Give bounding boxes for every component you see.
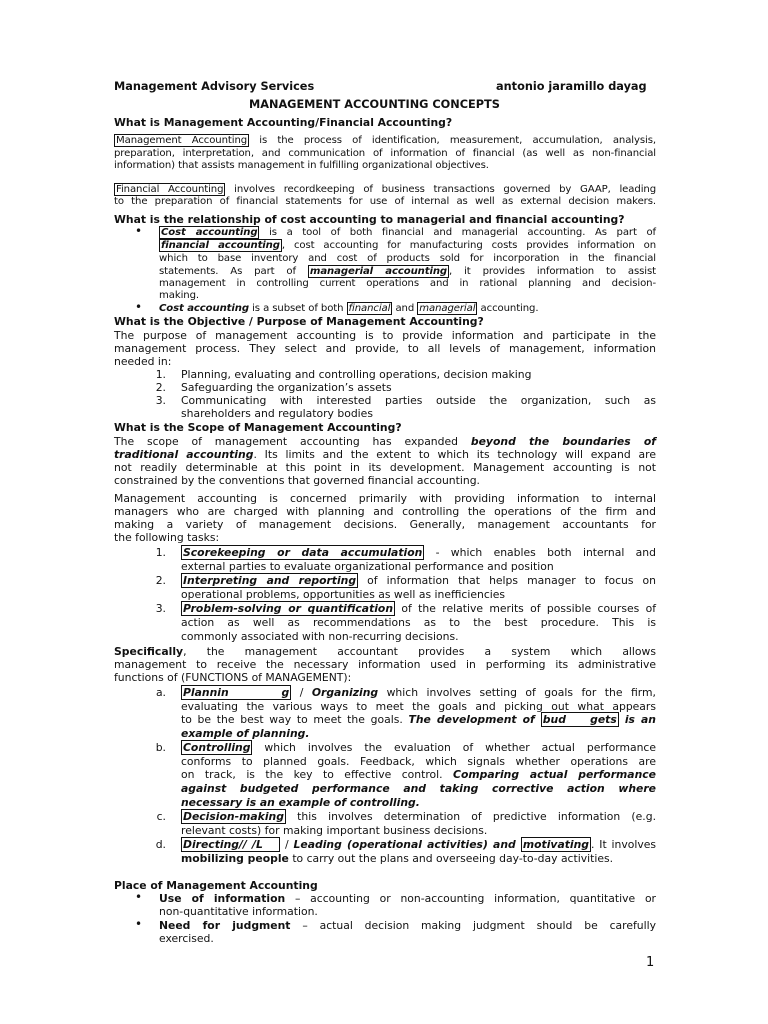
header-course-title: Management Advisory Services	[114, 80, 315, 93]
list-item: Communicating with interested parties outside the organization, such as	[181, 394, 656, 407]
list-number: 2.	[155, 574, 166, 587]
term-directing: Directing// /L	[183, 838, 279, 851]
paragraph-line: Need for judgment – actual decision making judgment should be carefully	[159, 919, 657, 932]
paragraph-line: The purpose of management accounting is to provide information and participate in the	[114, 329, 656, 342]
term-financial-accounting: Financial Accounting	[116, 184, 224, 195]
paragraph-line: functions of (FUNCTIONS of MANAGEMENT):	[114, 671, 352, 684]
task-item: action as well as recommendations as to the best procedure. This is	[181, 616, 656, 629]
term-interpreting-reporting: Interpreting and reporting	[183, 574, 357, 587]
definition-line: Financial Accounting involves recordkeeping of business transactions governed by GAAP, leading	[116, 184, 656, 195]
page-number: 1	[646, 955, 655, 970]
bullet: •	[135, 300, 143, 314]
paragraph-line: making.	[159, 290, 199, 301]
term-scorekeeping: Scorekeeping or data accumulation	[183, 546, 423, 559]
term-planning: Plannin g	[183, 686, 290, 699]
term-managerial-accounting: managerial accounting	[309, 266, 448, 277]
definition-line: Management Accounting is the process of identification, measurement, accumulation, analysis,	[116, 135, 656, 146]
paragraph-line: not readily determinable at this point in its development. Management accounting is not	[114, 461, 656, 474]
term-motivating: motivating	[522, 838, 590, 851]
function-item: Controlling which involves the evaluation of whether actual performance	[183, 741, 656, 754]
function-item: mobilizing people to carry out the plans and overseeing day-to-day activities.	[181, 852, 614, 865]
task-item: external parties to evaluate organizational performance and position	[181, 560, 554, 573]
list-item: Planning, evaluating and controlling operations, decision making	[181, 368, 532, 381]
paragraph-line: Use of information – accounting or non-accounting information, quantitative or	[159, 892, 656, 905]
question-heading: What is the Objective / Purpose of Management Accounting?	[114, 315, 484, 328]
list-number: 3.	[155, 394, 166, 407]
list-letter: d.	[155, 838, 166, 851]
function-item: Plannin g / Organizing which involves setting of goals for the firm,	[183, 686, 656, 699]
paragraph-line: Cost accounting is a subset of both financial and managerial accounting.	[159, 303, 539, 314]
paragraph-line: making a variety of management decisions. Generally, management accountants for	[114, 518, 656, 531]
function-item: conforms to planned goals. Feedback, which signals whether operations are	[181, 755, 656, 768]
function-item: relevant costs) for making important business decisions.	[181, 824, 488, 837]
definition-line: information) that assists management in fulfilling organizational objectives.	[114, 160, 489, 171]
paragraph-line: the following tasks:	[114, 531, 220, 544]
function-item: example of planning.	[181, 727, 310, 740]
function-item: Directing// /L / Leading (operational activities) and motivating . It involves	[183, 838, 656, 851]
paragraph-line: which to base inventory and cost of products sold for incorporation in the financial	[159, 253, 656, 264]
task-item: Scorekeeping or data accumulation - which enables both internal and	[183, 546, 656, 559]
paragraph-line: exercised.	[159, 932, 214, 945]
definition-line: preparation, interpretation, and communication of information of financial (as well as non-financial	[114, 148, 656, 159]
paragraph-line: management in controlling current operations and in rational planning and decision-	[159, 278, 656, 289]
paragraph-line: statements. As part of managerial accounting , it provides information to assist	[159, 266, 657, 277]
paragraph-line: Specifically, the management accountant provides a system which allows	[114, 645, 656, 658]
list-number: 1.	[155, 368, 166, 381]
paragraph-line: constrained by the conventions that governed financial accounting.	[114, 474, 480, 487]
function-item: evaluating the various ways to meet the goals and picking out what appears	[181, 700, 656, 713]
list-letter: b.	[155, 741, 166, 754]
list-number: 3.	[155, 602, 166, 615]
list-number: 1.	[155, 546, 166, 559]
list-item: shareholders and regulatory bodies	[181, 407, 373, 420]
paragraph-line: management to receive the necessary information used in performing its administrative	[114, 658, 656, 671]
page-title: MANAGEMENT ACCOUNTING CONCEPTS	[249, 98, 500, 111]
paragraph-line: traditional accounting. Its limits and the extent to which its technology will expand are	[114, 448, 656, 461]
term-financial-accounting-2: financial accounting	[161, 240, 280, 251]
function-item: against budgeted performance and taking corrective action where	[181, 782, 656, 795]
question-heading: What is the Scope of Management Accounting?	[114, 421, 402, 434]
question-heading: What is the relationship of cost accounting to managerial and financial accounting?	[114, 213, 625, 226]
function-item: on track, is the key to effective control. Comparing actual performance	[181, 768, 656, 781]
term-managerial: managerial	[419, 303, 476, 314]
paragraph-line: needed in:	[114, 355, 172, 368]
term-problem-solving: Problem-solving or quantification	[183, 602, 394, 615]
list-letter: c.	[156, 810, 166, 823]
task-item: operational problems, opportunities as well as inefficiencies	[181, 588, 506, 601]
header-author: antonio jaramillo dayag	[496, 80, 647, 93]
section-heading: Place of Management Accounting	[114, 879, 318, 892]
term-cost-accounting: Cost accounting	[161, 227, 258, 238]
paragraph-line: financial accounting , cost accounting for manufacturing costs provides information on	[161, 240, 656, 251]
bullet: •	[135, 224, 143, 238]
task-item: commonly associated with non-recurring decisions.	[181, 630, 459, 643]
term-controlling: Controlling	[183, 741, 251, 754]
list-number: 2.	[155, 381, 166, 394]
function-item: to be the best way to meet the goals. The development of bud gets is an	[181, 713, 656, 726]
list-item: Safeguarding the organization’s assets	[181, 381, 392, 394]
task-item: Interpreting and reporting of information that helps manager to focus on	[183, 574, 656, 587]
task-item: Problem-solving or quantification of the relative merits of possible courses of	[183, 602, 656, 615]
term-management-accounting: Management Accounting	[116, 135, 248, 146]
paragraph-line: The scope of management accounting has expanded beyond the boundaries of	[114, 435, 656, 448]
term-financial: financial	[348, 303, 391, 314]
paragraph-line: Cost accounting is a tool of both financial and managerial accounting. As part of	[161, 227, 656, 238]
paragraph-line: management process. They select and provide, to all levels of management, information	[114, 342, 656, 355]
list-letter: a.	[155, 686, 166, 699]
term-decision-making: Decision-making	[183, 810, 284, 823]
definition-line: to the preparation of financial statements for use of internal as well as external decision makers.	[114, 196, 656, 207]
bullet: •	[135, 890, 143, 904]
term-budgets: bud gets	[542, 713, 617, 726]
paragraph-line: Management accounting is concerned primarily with providing information to internal	[114, 492, 656, 505]
paragraph-line: non-quantitative information.	[159, 905, 318, 918]
question-heading: What is Management Accounting/Financial Accounting?	[114, 116, 453, 129]
paragraph-line: managers who are charged with planning and controlling the operations of the firm and	[114, 505, 656, 518]
function-item: necessary is an example of controlling.	[181, 796, 420, 809]
function-item: Decision-making this involves determination of predictive information (e.g.	[183, 810, 656, 823]
bullet: •	[135, 917, 143, 931]
